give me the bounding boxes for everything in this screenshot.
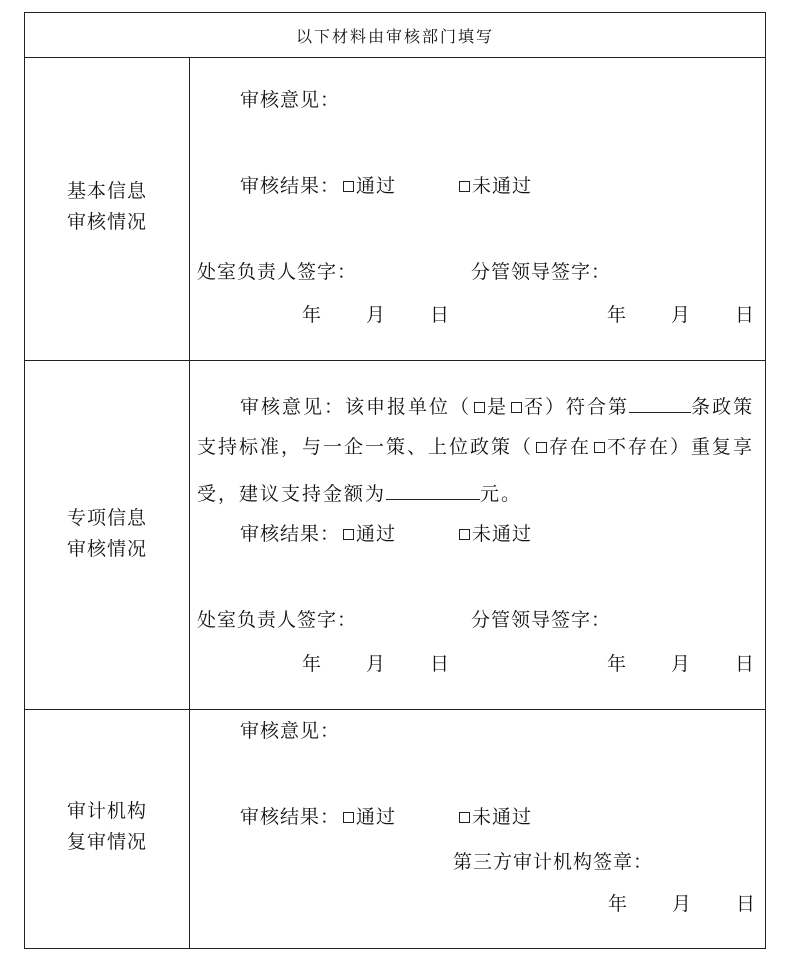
basic-info-label: [25, 176, 189, 238]
section-label-line: 审核情况: [66, 211, 147, 233]
section-label-line: 专项信息: [66, 507, 147, 529]
pass-checkbox[interactable]: [343, 529, 354, 540]
pass-option-label: 通过: [356, 175, 397, 197]
opinion-text: 审核意见：该申报单位（: [240, 396, 472, 418]
section-label-line: 复审情况: [66, 831, 147, 853]
basic-leader-signature: 分管领导签字：: [471, 261, 612, 283]
column-divider: [189, 57, 190, 948]
yes-option-label: 是: [487, 396, 509, 418]
special-info-label: [25, 503, 189, 565]
not-exists-checkbox[interactable]: [594, 442, 605, 453]
row-divider: [25, 360, 765, 361]
exists-checkbox[interactable]: [536, 442, 547, 453]
section-label-line: 审计机构: [66, 800, 147, 822]
special-opinion-line2: [197, 438, 754, 457]
row-divider: [25, 709, 765, 710]
date-year: 年: [607, 304, 627, 326]
special-leader-signature: 分管领导签字：: [471, 609, 612, 631]
fail-checkbox[interactable]: [459, 181, 470, 192]
date-day: 日: [735, 304, 755, 326]
opinion-text: ）重复享: [670, 436, 755, 458]
special-office-signature: 处室负责人签字：: [197, 609, 358, 631]
audit-review-label: [25, 796, 189, 858]
pass-checkbox[interactable]: [343, 181, 354, 192]
fail-option-label: 未通过: [472, 175, 533, 197]
special-opinion-line1: [240, 395, 754, 417]
no-checkbox[interactable]: [511, 402, 522, 413]
result-label: 审核结果：: [240, 175, 341, 197]
pass-option-label: 通过: [356, 806, 397, 828]
no-option-label: 否: [524, 396, 546, 418]
section-label-line: 审核情况: [66, 538, 147, 560]
review-form-table: [24, 12, 766, 949]
pass-checkbox[interactable]: [343, 812, 354, 823]
date-day: 日: [430, 653, 450, 675]
date-year: 年: [302, 304, 322, 326]
exists-option-label: 存在: [549, 436, 592, 458]
pass-option-label: 通过: [356, 523, 397, 545]
section-label-line: 基本信息: [66, 180, 147, 202]
basic-office-signature: 处室负责人签字：: [197, 261, 358, 283]
date-month: 月: [366, 304, 386, 326]
basic-opinion-label: 审核意见：: [240, 89, 341, 111]
amount-blank[interactable]: [386, 482, 480, 500]
special-opinion-line3: [197, 482, 522, 504]
date-month: 月: [671, 653, 691, 675]
result-label: 审核结果：: [240, 806, 341, 828]
date-day: 日: [430, 304, 450, 326]
opinion-text: 元。: [480, 483, 523, 505]
fail-option-label: 未通过: [472, 806, 533, 828]
date-month: 月: [672, 893, 692, 915]
date-year: 年: [302, 653, 322, 675]
result-label: 审核结果：: [240, 523, 341, 545]
policy-number-blank[interactable]: [629, 395, 691, 413]
fail-checkbox[interactable]: [459, 529, 470, 540]
date-month: 月: [366, 653, 386, 675]
basic-result-row: [240, 177, 532, 196]
audit-opinion-label: 审核意见：: [240, 720, 341, 742]
opinion-text: ）符合第: [545, 396, 630, 418]
date-year: 年: [607, 653, 627, 675]
opinion-text: 条政策: [691, 396, 755, 418]
opinion-text: 受，建议支持金额为: [197, 483, 387, 505]
opinion-text: 支持标准，与一企一策、上位政策（: [197, 436, 534, 458]
row-divider: [25, 57, 765, 58]
special-result-row: [240, 525, 532, 544]
yes-checkbox[interactable]: [474, 402, 485, 413]
date-year: 年: [608, 893, 628, 915]
audit-result-row: [240, 808, 532, 827]
not-exists-option-label: 不存在: [607, 436, 671, 458]
date-month: 月: [671, 304, 691, 326]
fail-option-label: 未通过: [472, 523, 533, 545]
third-party-seal-label: 第三方审计机构签章：: [453, 851, 654, 873]
date-day: 日: [736, 893, 756, 915]
date-day: 日: [735, 653, 755, 675]
form-header: 以下材料由审核部门填写: [295, 26, 494, 46]
fail-checkbox[interactable]: [459, 812, 470, 823]
